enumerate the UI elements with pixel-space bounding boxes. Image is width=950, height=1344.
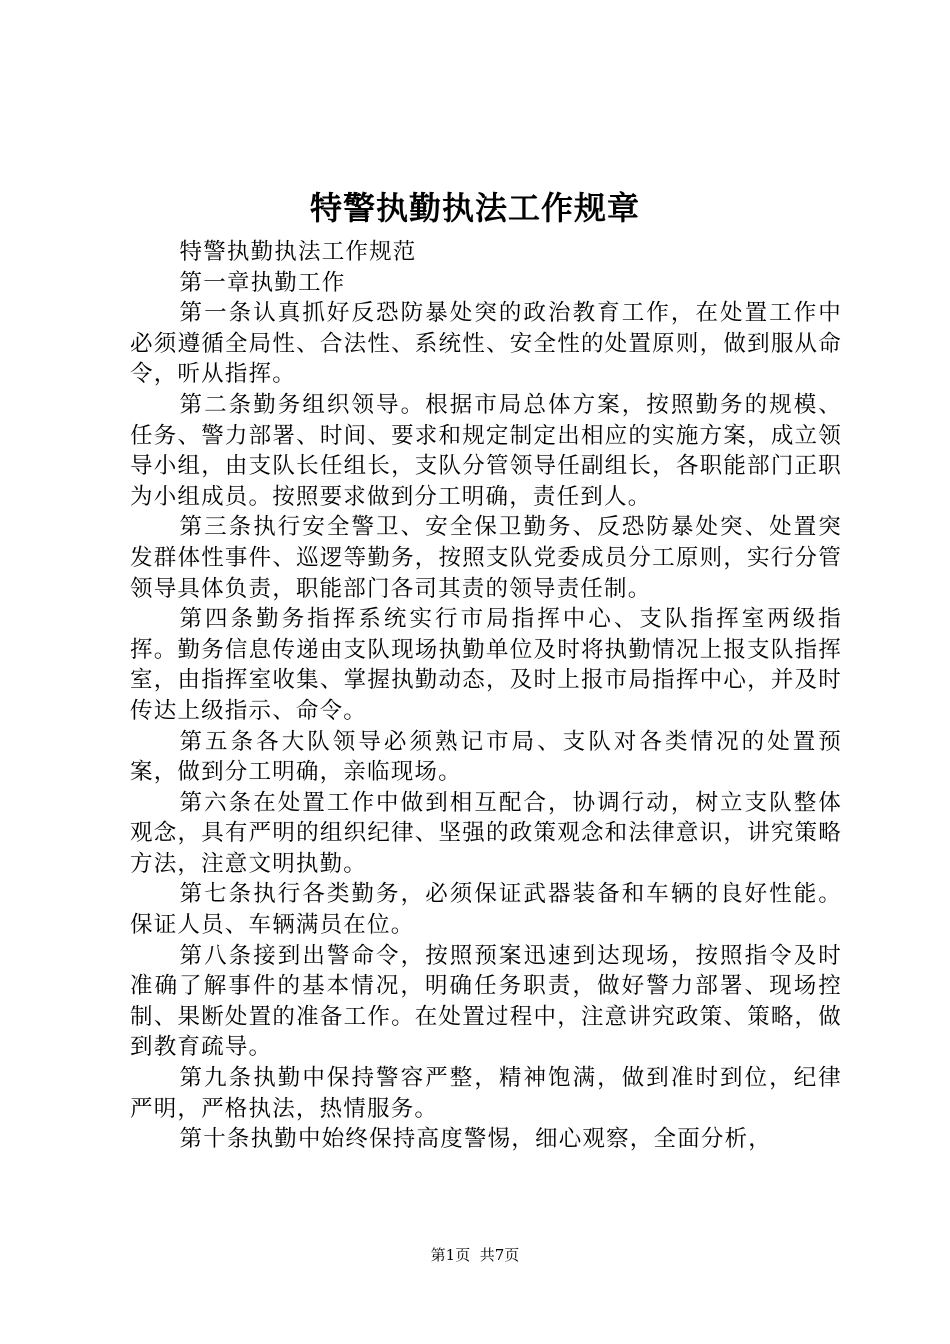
page-number: 第1页 — [430, 1246, 471, 1264]
paragraph-article-10: 第十条执勤中始终保持高度警惕，细心观察，全面分析， — [179, 1126, 773, 1153]
paragraph-article-7: 第七条执行各类勤务，必须保证武器装备和车辆的良好性能。保证人员、车辆满员在位。 — [130, 881, 842, 939]
document-body — [130, 237, 842, 1155]
paragraph-subtitle: 特警执勤执法工作规范 — [179, 239, 417, 265]
paragraph-article-1: 第一条认真抓好反恐防暴处突的政治教育工作，在处置工作中必须遵循全局性、合法性、系统性、安全性的处置原则，做到服从命令，听从指挥。 — [130, 300, 842, 388]
paragraph-article-3: 第三条执行安全警卫、安全保卫勤务、反恐防暴处突、处置突发群体性事件、巡逻等勤务，按照支队党委成员分工原则，实行分管领导具体负责，职能部门各司其责的领导责任制。 — [130, 514, 842, 602]
paragraph-article-2: 第二条勤务组织领导。根据市局总体方案，按照勤务的规模、任务、警力部署、时间、要求和规定制定出相应的实施方案，成立领导小组，由支队长任组长，支队分管领导任副组长，各职能部门正职为小组成员。按照要求做到分工明确，责任到人。 — [130, 391, 842, 510]
paragraph-article-9: 第九条执勤中保持警容严整，精神饱满，做到准时到位，纪律严明，严格执法，热情服务。 — [130, 1065, 842, 1122]
paragraph-article-6: 第六条在处置工作中做到相互配合，协调行动，树立支队整体观念，具有严明的组织纪律、坚强的政策观念和法律意识，讲究策略方法，注意文明执勤。 — [130, 789, 842, 877]
page-footer — [0, 1244, 950, 1266]
paragraph-article-5: 第五条各大队领导必须熟记市局、支队对各类情况的处置预案，做到分工明确，亲临现场。 — [130, 728, 842, 786]
paragraph-article-8: 第八条接到出警命令，按照预案迅速到达现场，按照指令及时准确了解事件的基本情况，明确任务职责，做好警力部署、现场控制、果断处置的准备工作。在处置过程中，注意讲究政策、策略，做到教育疏导。 — [130, 942, 842, 1061]
page-total: 共7页 — [479, 1246, 520, 1264]
document-title: 特警执勤执法工作规章 — [309, 189, 640, 227]
paragraph-article-4: 第四条勤务指挥系统实行市局指挥中心、支队指挥室两级指挥。勤务信息传递由支队现场执勤单位及时将执勤情况上报支队指挥室，由指挥室收集、掌握执勤动态，及时上报市局指挥中心，并及时传达上级指示、命令。 — [130, 606, 842, 724]
paragraph-chapter-heading: 第一章执勤工作 — [179, 269, 346, 296]
